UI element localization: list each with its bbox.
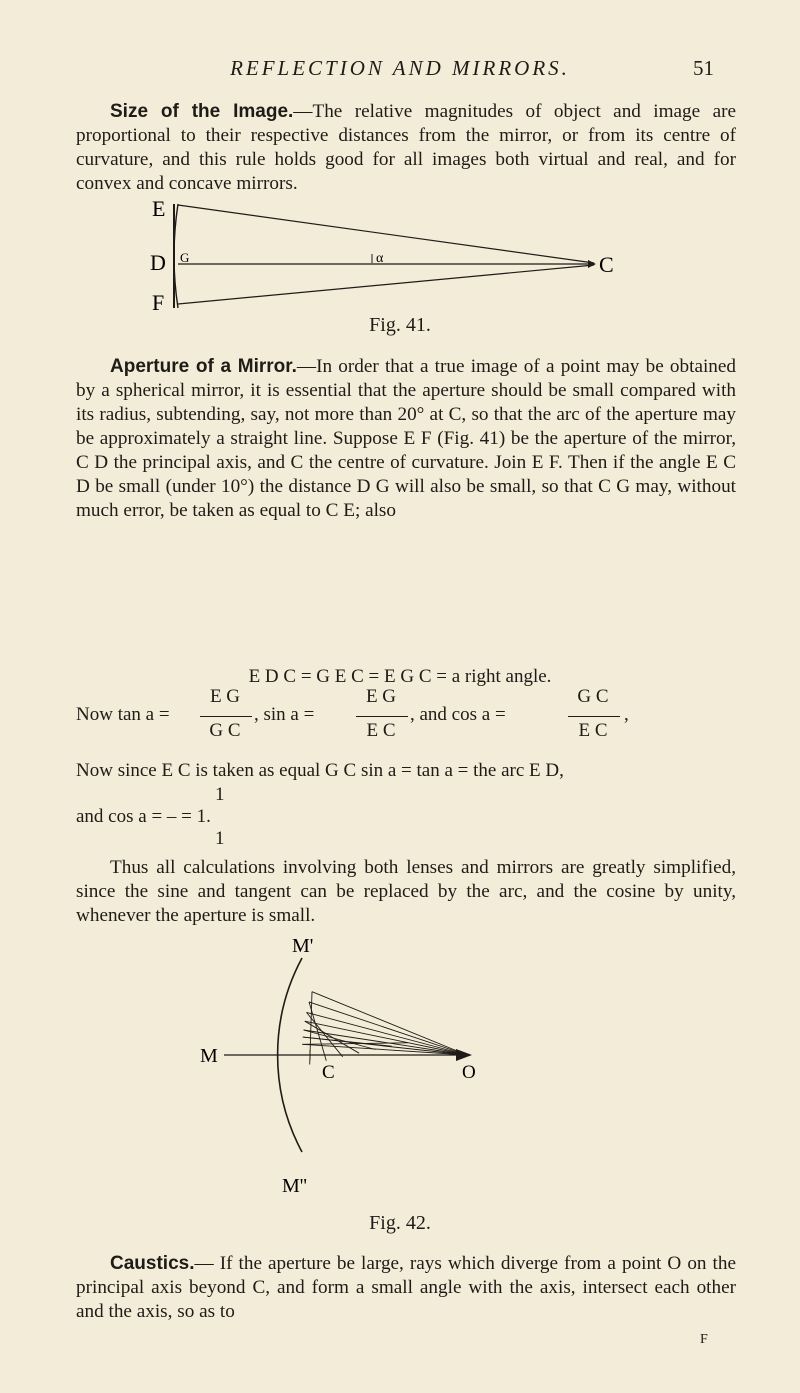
fig41-ray-F-C <box>178 265 594 304</box>
frac3-numerator: G C <box>577 686 609 707</box>
fig41-label-G: G <box>180 250 190 265</box>
caustics-paragraph <box>76 1252 736 1324</box>
aperture-text: —In order that a true image of a point may be obtained by a spherical mirror, it is essential that the aperture should be small compared with its radius, subtending, say, not more than 20° at C, so that the arc of the aperture may be approximately a straight line. Suppose E F (Fig. 41) be the aperture of the mirror, C D the principal axis, and C the centre of curvature. Join E F. Then if the angle E C D be small (under 10°) the distance D G will also be small, so that C G may, without much error, be taken as equal to C E; also <box>76 356 736 521</box>
caustics-text: — If the aperture be large, rays which diverge from a point O on the principal axis beyond C, and form a small angle with the axis, intersect each other and the axis, so as to <box>76 1253 736 1322</box>
cos-one-numerator: 1 <box>215 784 225 805</box>
fig42-label-M: M <box>200 1045 218 1067</box>
fig42-incident-ray <box>309 1002 467 1055</box>
frac1-numerator: E G <box>209 686 241 707</box>
fig41-label-F: F <box>152 290 165 315</box>
size-of-image-heading: Size of the Image. <box>110 101 294 122</box>
fig41-label-D: D <box>150 250 166 275</box>
fig42-label-M1: M' <box>292 935 314 957</box>
figure-42 <box>180 930 640 1220</box>
figure-41 <box>150 196 630 316</box>
fig41-label-E: E <box>152 196 166 221</box>
cos-one-denominator: 1 <box>215 828 225 849</box>
fig42-ray-group <box>302 992 467 1065</box>
page-number: 51 <box>693 56 714 80</box>
frac3-bar <box>568 716 620 717</box>
signature-mark: F <box>700 1332 708 1347</box>
caustics-heading: Caustics. <box>110 1253 195 1274</box>
aperture-paragraph <box>76 355 736 523</box>
frac1-bar <box>200 716 252 717</box>
right-angle-equation: E D C = G E C = E G C = a right angle. <box>248 666 552 687</box>
frac1-denominator: G C <box>209 720 241 741</box>
now-tan-label: Now tan a = <box>76 704 170 725</box>
aperture-heading: Aperture of a Mirror. <box>110 356 297 377</box>
fig42-caption: Fig. 42. <box>369 1212 431 1234</box>
frac3-denominator: E C <box>578 720 608 741</box>
fig41-caption: Fig. 41. <box>369 314 431 336</box>
fig41-label-alpha: α <box>376 251 384 266</box>
cos-one-equation: and cos a = – = 1. <box>76 806 211 827</box>
frac2-numerator: E G <box>365 686 397 707</box>
fig42-label-O: O <box>462 1062 476 1083</box>
and-cos-a-label: , and cos a = <box>410 704 506 725</box>
fig42-label-C: C <box>322 1062 335 1083</box>
thus-paragraph: Thus all calculations involving both lenses and mirrors are greatly simplified, since the sine and tangent can be replaced by the arc, and the cosine by unity, whenever the aperture is small. <box>76 857 736 926</box>
fig42-arrowhead <box>456 1049 472 1061</box>
fig41-ray-E-C <box>178 205 594 263</box>
running-title: REFLECTION AND MIRRORS. <box>230 56 570 80</box>
frac3-comma: , <box>624 704 629 725</box>
frac2-bar <box>356 716 408 717</box>
fig42-incident-ray <box>312 992 467 1055</box>
since-equation: Now since E C is taken as equal G C sin a = tan a = the arc E D, <box>76 760 564 781</box>
fig41-label-C: C <box>599 252 614 277</box>
size-of-image-paragraph <box>76 100 736 196</box>
size-of-image-text: —The relative magnitudes of object and image are proportional to their respective distances from the mirror, or from its centre of curvature, and this rule holds good for all images both virtual and real, and for convex and concave mirrors. <box>76 101 736 194</box>
fig41-arrowhead <box>588 260 596 268</box>
frac2-denominator: E C <box>366 720 396 741</box>
fig42-label-M2: M'' <box>282 1175 307 1197</box>
sin-a-label: , sin a = <box>254 704 315 725</box>
fig42-reflected-ray <box>307 1012 343 1056</box>
